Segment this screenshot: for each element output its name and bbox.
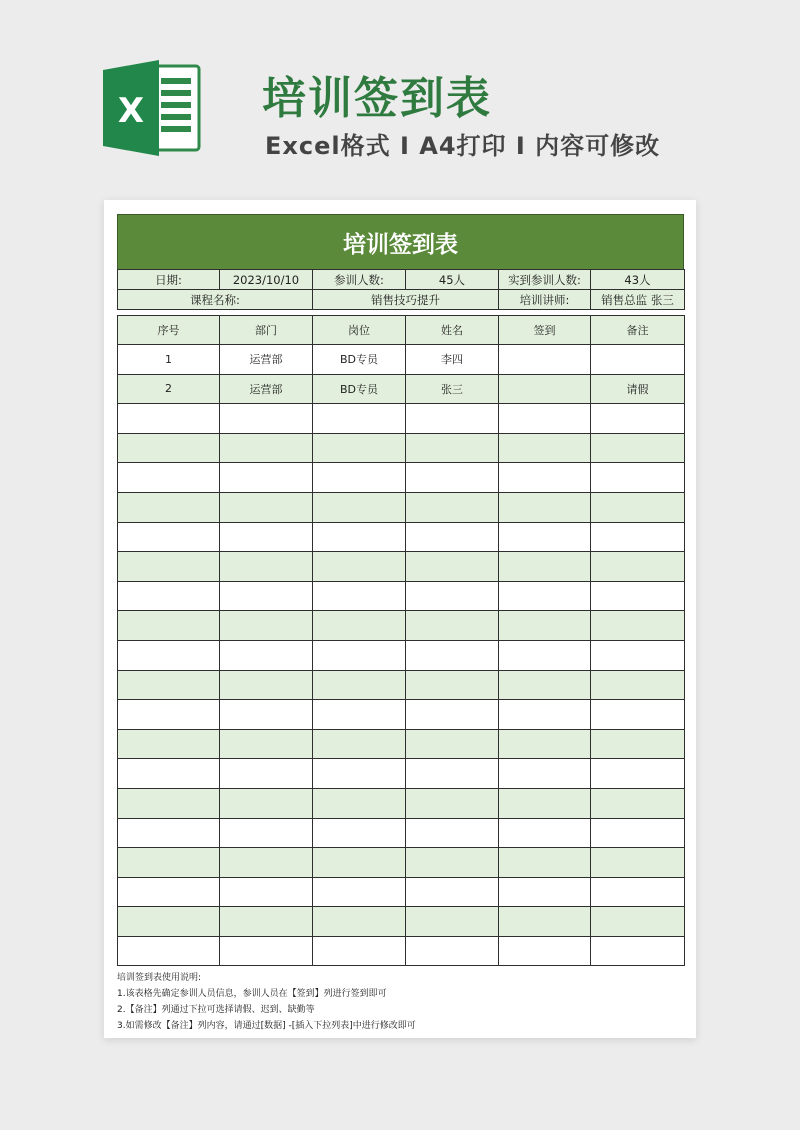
table-cell[interactable]: [406, 492, 499, 522]
table-row: [118, 374, 685, 404]
table-cell[interactable]: [499, 581, 591, 611]
table-cell[interactable]: [220, 848, 313, 878]
sign-in-sheet: [117, 214, 684, 1034]
table-cell[interactable]: [313, 759, 406, 789]
table-row: [118, 552, 685, 582]
table-row: [118, 700, 685, 730]
table-cell[interactable]: [591, 492, 685, 522]
table-cell[interactable]: [220, 907, 313, 937]
table-cell[interactable]: [499, 759, 591, 789]
table-cell[interactable]: [591, 700, 685, 730]
table-cell[interactable]: [499, 611, 591, 641]
table-row: [118, 729, 685, 759]
table-row: [118, 788, 685, 818]
table-cell[interactable]: [220, 670, 313, 700]
table-cell[interactable]: [499, 374, 591, 404]
table-row: [118, 818, 685, 848]
table-cell[interactable]: [406, 877, 499, 907]
table-cell[interactable]: [118, 522, 220, 552]
table-cell[interactable]: [118, 640, 220, 670]
table-cell[interactable]: [220, 700, 313, 730]
table-cell[interactable]: [406, 433, 499, 463]
table-cell[interactable]: [406, 729, 499, 759]
table-cell[interactable]: [220, 433, 313, 463]
table-cell[interactable]: [499, 818, 591, 848]
table-row: [118, 848, 685, 878]
table-cell[interactable]: [406, 463, 499, 493]
table-cell[interactable]: [406, 611, 499, 641]
table-row: [118, 345, 685, 375]
table-cell[interactable]: [313, 581, 406, 611]
table-cell[interactable]: [220, 729, 313, 759]
table-cell[interactable]: BD专员: [313, 345, 406, 375]
table-cell[interactable]: [499, 492, 591, 522]
table-cell[interactable]: 运营部: [220, 345, 313, 375]
column-header: 姓名: [406, 316, 499, 345]
table-cell[interactable]: [591, 729, 685, 759]
table-cell[interactable]: [220, 552, 313, 582]
document-page: [104, 200, 696, 1038]
table-cell[interactable]: [591, 522, 685, 552]
table-cell[interactable]: [220, 640, 313, 670]
table-cell[interactable]: BD专员: [313, 374, 406, 404]
table-cell[interactable]: [591, 463, 685, 493]
table-cell[interactable]: [220, 581, 313, 611]
notes-heading: 培训签到表使用说明:: [117, 973, 202, 984]
table-cell[interactable]: [313, 848, 406, 878]
note-item: 1.该表格先确定参训人员信息，参训人员在【签到】列进行签到即可: [117, 989, 387, 1000]
table-cell[interactable]: [591, 877, 685, 907]
table-cell[interactable]: [118, 759, 220, 789]
info-row: [118, 270, 685, 290]
table-cell[interactable]: [313, 433, 406, 463]
table-cell[interactable]: [220, 759, 313, 789]
table-cell[interactable]: [313, 552, 406, 582]
table-cell[interactable]: [313, 877, 406, 907]
table-cell[interactable]: [220, 492, 313, 522]
table-cell[interactable]: [118, 463, 220, 493]
table-cell[interactable]: [499, 788, 591, 818]
table-cell[interactable]: [499, 877, 591, 907]
table-cell[interactable]: 李四: [406, 345, 499, 375]
info-table: [117, 269, 685, 310]
table-cell[interactable]: [591, 433, 685, 463]
table-cell[interactable]: [220, 936, 313, 966]
table-cell[interactable]: [406, 759, 499, 789]
table-cell[interactable]: [313, 670, 406, 700]
table-cell[interactable]: [313, 463, 406, 493]
table-row: [118, 404, 685, 434]
table-row: [118, 759, 685, 789]
table-cell[interactable]: [406, 552, 499, 582]
table-cell[interactable]: [499, 345, 591, 375]
attendees-label: 参训人数:: [313, 270, 406, 290]
table-cell[interactable]: [499, 433, 591, 463]
page-title: 培训签到表: [262, 73, 492, 124]
table-cell[interactable]: [118, 492, 220, 522]
table-row: [118, 936, 685, 966]
table-cell[interactable]: [591, 759, 685, 789]
table-cell[interactable]: [406, 670, 499, 700]
table-cell[interactable]: [499, 404, 591, 434]
table-cell[interactable]: [591, 640, 685, 670]
table-cell[interactable]: [591, 611, 685, 641]
column-header: 备注: [591, 316, 685, 345]
table-cell[interactable]: 张三: [406, 374, 499, 404]
table-cell[interactable]: [591, 818, 685, 848]
table-cell[interactable]: [313, 404, 406, 434]
actual-attendees-value[interactable]: 43人: [591, 270, 685, 290]
table-cell[interactable]: [220, 404, 313, 434]
date-value[interactable]: 2023/10/10: [220, 270, 313, 290]
table-cell[interactable]: [499, 848, 591, 878]
table-cell[interactable]: [118, 581, 220, 611]
column-header: 签到: [499, 316, 591, 345]
table-cell[interactable]: [118, 729, 220, 759]
trainer-value[interactable]: 销售总监 张三: [591, 290, 685, 310]
table-row: [118, 907, 685, 937]
table-cell[interactable]: [499, 700, 591, 730]
table-cell[interactable]: [118, 611, 220, 641]
table-cell[interactable]: [499, 463, 591, 493]
table-row: [118, 463, 685, 493]
table-cell[interactable]: [406, 788, 499, 818]
table-cell[interactable]: [118, 788, 220, 818]
date-label: 日期:: [118, 270, 220, 290]
column-header: 岗位: [313, 316, 406, 345]
usage-notes: [117, 970, 684, 1034]
table-cell[interactable]: [220, 522, 313, 552]
table-cell[interactable]: [591, 345, 685, 375]
table-cell[interactable]: [118, 552, 220, 582]
page-subtitle: Excel格式 I A4打印 I 内容可修改: [265, 132, 661, 160]
attendance-table: [117, 315, 685, 966]
table-cell[interactable]: [118, 907, 220, 937]
svg-text:X: X: [117, 91, 145, 131]
table-cell[interactable]: [313, 700, 406, 730]
table-cell[interactable]: [406, 700, 499, 730]
info-row: [118, 290, 685, 310]
table-cell[interactable]: [591, 848, 685, 878]
table-cell[interactable]: [118, 670, 220, 700]
course-value[interactable]: 销售技巧提升: [313, 290, 499, 310]
table-cell[interactable]: [499, 907, 591, 937]
trainer-label: 培训讲师:: [499, 290, 591, 310]
table-cell[interactable]: [406, 522, 499, 552]
excel-logo-icon: [103, 60, 203, 156]
note-item: 2.【备注】列通过下拉可选择请假、迟到、缺勤等: [117, 1005, 315, 1016]
table-row: [118, 670, 685, 700]
table-cell[interactable]: [499, 729, 591, 759]
table-cell[interactable]: [118, 700, 220, 730]
table-cell[interactable]: [591, 936, 685, 966]
table-cell[interactable]: [591, 670, 685, 700]
table-cell[interactable]: [499, 640, 591, 670]
table-cell[interactable]: [313, 522, 406, 552]
table-cell[interactable]: 请假: [591, 374, 685, 404]
table-row: [118, 877, 685, 907]
table-cell[interactable]: [591, 404, 685, 434]
table-row: [118, 611, 685, 641]
column-header: 序号: [118, 316, 220, 345]
table-cell[interactable]: [220, 611, 313, 641]
table-cell[interactable]: [499, 670, 591, 700]
table-cell[interactable]: [313, 788, 406, 818]
table-cell[interactable]: [406, 818, 499, 848]
note-item: 3.如需修改【备注】列内容，请通过[数据] -[插入下拉列表]中进行修改即可: [117, 1021, 416, 1032]
table-cell[interactable]: 2: [118, 374, 220, 404]
table-row: [118, 492, 685, 522]
table-cell[interactable]: [118, 404, 220, 434]
table-cell[interactable]: [591, 581, 685, 611]
table-cell[interactable]: [313, 818, 406, 848]
table-cell[interactable]: [499, 552, 591, 582]
table-cell[interactable]: [313, 492, 406, 522]
table-cell[interactable]: [499, 936, 591, 966]
table-cell[interactable]: [220, 463, 313, 493]
table-cell[interactable]: [406, 581, 499, 611]
table-cell[interactable]: [591, 552, 685, 582]
table-cell[interactable]: [499, 522, 591, 552]
table-cell[interactable]: [313, 936, 406, 966]
table-cell[interactable]: [313, 907, 406, 937]
table-cell[interactable]: [220, 877, 313, 907]
table-cell[interactable]: [220, 788, 313, 818]
table-header-row: [118, 316, 685, 345]
table-cell[interactable]: [118, 433, 220, 463]
attendees-value[interactable]: 45人: [406, 270, 499, 290]
table-row: [118, 581, 685, 611]
table-cell[interactable]: [406, 848, 499, 878]
table-cell[interactable]: [591, 907, 685, 937]
table-cell[interactable]: [118, 877, 220, 907]
table-cell[interactable]: [406, 907, 499, 937]
sheet-title: 培训签到表: [117, 214, 684, 269]
table-cell[interactable]: [118, 936, 220, 966]
table-cell[interactable]: [406, 640, 499, 670]
course-label: 课程名称:: [118, 290, 313, 310]
table-cell[interactable]: [313, 611, 406, 641]
table-cell[interactable]: [118, 818, 220, 848]
table-row: [118, 433, 685, 463]
table-row: [118, 522, 685, 552]
table-cell[interactable]: [406, 404, 499, 434]
table-cell[interactable]: [313, 729, 406, 759]
actual-attendees-label: 实到参训人数:: [499, 270, 591, 290]
table-cell[interactable]: [118, 848, 220, 878]
column-header: 部门: [220, 316, 313, 345]
table-cell[interactable]: [313, 640, 406, 670]
table-cell[interactable]: 1: [118, 345, 220, 375]
table-cell[interactable]: [591, 788, 685, 818]
table-cell[interactable]: 运营部: [220, 374, 313, 404]
table-cell[interactable]: [220, 818, 313, 848]
table-cell[interactable]: [406, 936, 499, 966]
table-row: [118, 640, 685, 670]
